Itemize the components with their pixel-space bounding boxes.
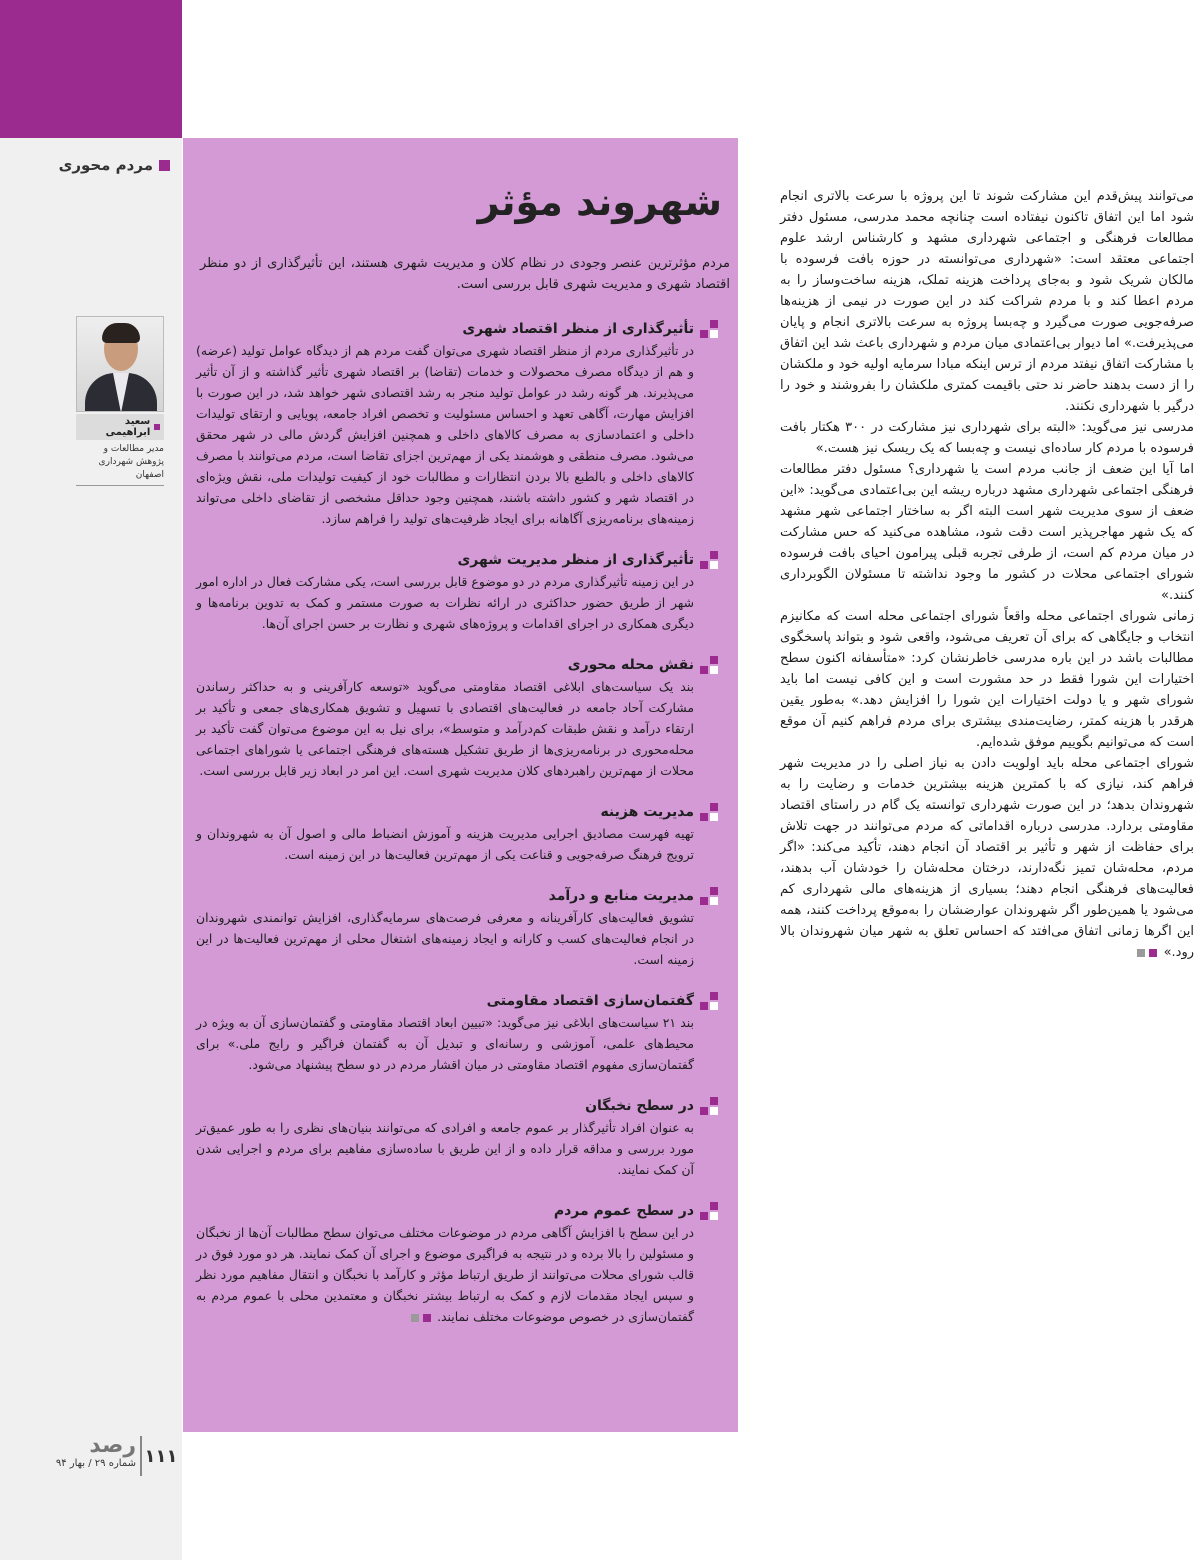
section-body: تشویق فعالیت‌های کارآفرینانه و معرفی فرصت‌های سرمایه‌گذاری، افزایش توانمندی شهروندان در انجام فعالیت‌های کسب و کارانه و ایجاد زمینه‌های اشتغال محلی از مهم‌ترین فعالیت‌ها در این زمینه است. (196, 910, 694, 967)
section-body: بند یک سیاست‌های ابلاغی اقتصاد مقاومتی می‌گوید «توسعه کارآفرینی و به حداکثر رساندن مشارکت آحاد جامعه در فعالیت‌های اقتصادی با تسهیل و تشویق همکاری‌های جمعی و تأکید بر ارتقاء درآمد و نقش طبقات کم‌درآمد و متوسط»، برای نیل به این موضوع می‌توان گفت تأکید بر محله‌محوری در برنامه‌ریزی‌ها از طریق تشکیل هسته‌های فرهنگی اجتماعی یا شوراهای اجتماعی محلات از مهم‌ترین راهبردهای کلان مدیریت شهری است. این امر در ابعاد زیر قابل بررسی است. (196, 679, 694, 778)
section-label-text: مردم محوری (58, 156, 153, 174)
column-paragraph: شورای اجتماعی محله باید اولویت دادن به نیاز اصلی را در مدیریت شهر فراهم کند، نیازی که با کمترین هزینه بیشترین خدمات و رضایت را به شهروندان بدهد؛ در این صورت شهرداری توانسته یک گام در راستای اقتصاد مقاومتی بردارد. مدرسی درباره اقداماتی که مردم می‌توانند در جهت تلاش برای حفاظت از شهر و تأثیر بر اقتصاد آن انجام دهند، تأکید می‌کند: «اگر مردم، محله‌شان تمیز نگه‌دارند، درختان محله‌شان را خودشان آب بدهند، فعالیت‌های فرهنگی انجام دهند؛ بسیاری از هزینه‌های مالی شهرداری کم می‌شود یا همین‌طور اگر شهروندان عوارضشان را به‌موقع پرداخت کنند، همه این اگرها زمانی اتفاق می‌افتد که احساس تعلق به شهر میان شهروندان بالا رود.» (780, 756, 1194, 960)
section-heading: تأثیرگذاری از منظر مدیریت شهری (457, 552, 694, 568)
section-body: در تأثیرگذاری مردم از منظر اقتصاد شهری می‌توان گفت مردم هم از دیدگاه عوامل تولید (عرضه) و هم از دیدگاه مصرف محصولات و خدمات (تقاضا) بر اقتصاد شهری تأثیر گذاشته و از آن تأثیر می‌پذیرند. هر گونه رشد در عوامل تولید منجر به رشد اقتصادی شهر خواهد شد، در این صورت با افزایش مهارت، آگاهی تعهد و احساس مسئولیت و تخصص افراد جامعه، پویایی و ارتقای تولیدات داخلی و اعتمادسازی به مصرف کالاهای داخلی و همچنین افزایش گردش مالی در شهر محقق می‌شود. مصرف منطقی و هوشمند یکی از مهم‌ترین اجزای تقاضا است، مردم می‌توانند با مصرف کالاهای داخلی و بالطبع بالا بردن انتظارات و مطالبات خود از کیفیت تولیدات ملی، نقش ویژه‌ای در اقتصاد شهر و کشور داشته باشند، همچنین وجود حداقل مشخصی از تقاضای داخلی می‌تواند زمینه‌های برنامه‌ریزی آگاهانه برای ایجاد ظرفیت‌های تولید را فراهم سازد. (196, 343, 694, 526)
article-section (196, 1095, 718, 1180)
section-bullet-icon (700, 992, 718, 1010)
end-mark-icon (411, 1314, 419, 1322)
section-body: تهیه فهرست مصادیق اجرایی مدیریت هزینه و آموزش انضباط مالی و اصول آن به شهروندان و ترویج فرهنگ صرفه‌جویی و قناعت یکی از مهم‌ترین فعالیت‌ها در این زمینه است. (196, 826, 694, 862)
magazine-logo: رصد (89, 1433, 136, 1458)
article-intro: مردم مؤثرترین عنصر وجودی در نظام کلان و مدیریت شهری هستند، این تأثیرگذاری از دو منظر اقتصاد شهری و مدیریت شهری قابل بررسی است. (200, 256, 730, 292)
article-section (196, 318, 718, 529)
section-bullet-icon (700, 803, 718, 821)
section-bullet-icon (700, 551, 718, 569)
article-section (196, 654, 718, 781)
author-box (76, 316, 164, 486)
column-paragraph: مدرسی نیز می‌گوید: «البته برای شهرداری نیز مشارکت در ۳۰۰ هکتار بافت فرسوده با مردم کار ساده‌ای نیست و چه‌بسا که یک ریسک نیز هست.» (780, 420, 1194, 456)
section-body: در این سطح با افزایش آگاهی مردم در موضوعات مختلف می‌توان سطح مطالبات آن‌ها از نخبگان و مسئولین را بالا برده و در نتیجه به فراگیری موضوع و اجرای آن کمک نمایند. هر دو مورد فوق در قالب شورای محلات می‌توانند از طریق ارتباط مؤثر و کارآمد با نخبگان و انتقال مفاهیم مورد نظر و سپس ایجاد مقدمات لازم و کمک به ارتباط بیشتر نخبگان و معتمدین محلی با عموم مردم به گفتمان‌سازی در خصوص موضوعات مختلف نمایند. (196, 1225, 694, 1324)
section-heading: مدیریت هزینه (600, 804, 694, 820)
column-paragraph: می‌توانند پیش‌قدم این مشارکت شوند تا این پروژه با سرعت بالاتری انجام شود اما این اتفاق تاکنون نیفتاده است چنانچه محمد مدرسی، مسئول دفتر مطالعات فرهنگی و اجتماعی شهرداری مشهد و کارشناس ارشد علوم اجتماعی معتقد است: «شهرداری می‌توانسته در حوزه بافت فرسوده با مالکان شریک شود و به‌جای پرداخت هزینه تملک، هزینه ساخت‌وساز را به مردم اعطا کند و با مردم شراکت کند در این صورت در نیمی از هزینه‌ها صرفه‌جویی صورت می‌گیرد و چه‌بسا پروژه به سرعت بالاتری انجام و پایان می‌پذیرفت.» اما دیوار بی‌اعتمادی میان مردم و شهرداری باعث شد این اتفاق با مشارکت اتفاق نیفتد مردم از ترس اینکه مبادا سرمایه اولیه خود و ملکشان را از دست بدهند حاضر ند حتی باقیمت کمتری ملکشان را بفروشند و خود را درگیر با شهرداری نکنند. (780, 189, 1194, 414)
section-bullet-icon (700, 320, 718, 338)
square-bullet-icon (159, 160, 170, 171)
section-bullet-icon (700, 1097, 718, 1115)
section-label (10, 156, 170, 174)
end-mark-icon (1149, 949, 1157, 957)
section-heading: در سطح نخبگان (585, 1098, 694, 1114)
author-name: سعید ابراهیمی (76, 414, 164, 440)
section-heading: گفتمان‌سازی اقتصاد مقاومتی (486, 993, 694, 1009)
section-heading: تأثیرگذاری از منظر اقتصاد شهری (462, 321, 694, 337)
page-number: ۱۱۱ (140, 1436, 180, 1476)
section-heading: در سطح عموم مردم (553, 1203, 694, 1219)
column-paragraph: زمانی شورای اجتماعی محله واقعاً شورای اجتماعی محله است که مکانیزم انتخاب و جایگاهی که برای آن تعریف می‌شود، واقعی شود و بتواند پاسخگوی مطالبات باشد در این باره مدرسی خاطرنشان کرد: «متأسفانه اکنون سطح اختیارات این شورا فقط در حد مشورت است و این کافی نیست اما باید شورای شهر و یا دولت اختیارات این شورا را افزایش دهد.» به‌طور یقین هرقدر با هزینه کمتر، رضایت‌مندی بیشتری برای مردم فراهم کنیم آن موقع است که می‌توانیم بگوییم موفق شده‌ایم. (780, 609, 1194, 750)
article-section (196, 549, 718, 634)
article-section (196, 885, 718, 970)
section-bullet-icon (700, 656, 718, 674)
sidebar-top-band (0, 0, 182, 138)
article-section (196, 1200, 718, 1327)
section-bullet-icon (700, 887, 718, 905)
end-mark-icon (1137, 949, 1145, 957)
section-bullet-icon (700, 1202, 718, 1220)
right-text-column (780, 186, 1194, 963)
article-sections (196, 318, 718, 1347)
article-section (196, 801, 718, 865)
column-paragraph: اما آیا این ضعف از جانب مردم است یا شهرداری؟ مسئول دفتر مطالعات فرهنگی اجتماعی شهرداری مشهد درباره ریشه این بی‌اعتمادی می‌گوید: «این ضعف از سوی مدیریت شهر است البته اگر به ساختار اجتماعی شهر مشهد که یک شهر مهاجرپذیر است دقت شود، مشاهده می‌کنید که حس مشارکت در میان مردم کم است، از طرفی تجربه قبلی پیرامون احیای بافت فرسوده شورای اجتماعی محلات در کشور ما وجود نداشته تا مسئولان الگوبرداری کنند.» (780, 462, 1194, 603)
article-section (196, 990, 718, 1075)
square-bullet-icon (154, 424, 160, 430)
section-heading: نقش محله محوری (567, 657, 694, 673)
article-title: شهروند مؤثر (477, 180, 722, 224)
section-body: بند ۲۱ سیاست‌های ابلاغی نیز می‌گوید: «تبیین ابعاد اقتصاد مقاومتی و گفتمان‌سازی آن به ویژه در محیط‌های علمی، آموزشی و رسانه‌ای و تبدیل آن به گفتمان فراگیر و رایج ملی.» برای گفتمان‌سازی مفهوم اقتصاد مقاومتی در میان اقشار مردم در دو سطح پیشنهاد می‌شود. (196, 1015, 694, 1072)
section-body: در این زمینه تأثیرگذاری مردم در دو موضوع قابل بررسی است، یکی مشارکت فعال در اداره امور شهر از طریق حضور حداکثری در ارائه نظرات به صورت مستمر و کمک به تدوین برنامه‌ها و دیگری همکاری در اجرای اقدامات و پروژه‌های شهری و نظارت بر حسن اجرای آن‌ها. (196, 574, 694, 631)
author-photo (76, 316, 164, 412)
author-title: مدیر مطالعات و پژوهش شهرداری اصفهان (76, 443, 164, 486)
end-mark-icon (423, 1314, 431, 1322)
section-body: به عنوان افراد تأثیرگذار بر عموم جامعه و افرادی که می‌توانند بنیان‌های نظری را به طور عمیق‌تر مورد بررسی و مداقه قرار داده و از این طریق با ساده‌سازی مفاهیم برای مردم و اجرایی شدن آن کمک نمایند. (196, 1120, 694, 1177)
section-heading: مدیریت منابع و درآمد (548, 888, 694, 904)
issue-info: شماره ۲۹ / بهار ۹۴ (55, 1458, 136, 1469)
